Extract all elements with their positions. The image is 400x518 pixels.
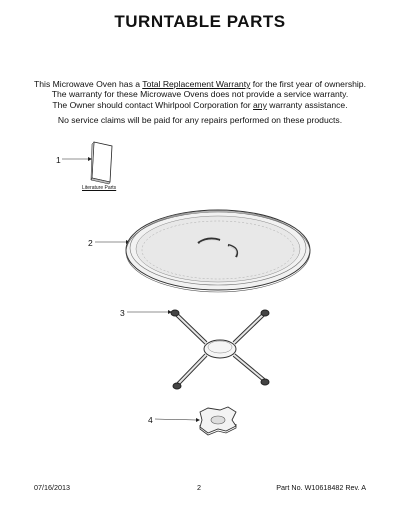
total-replacement-warranty-text: Total Replacement Warranty bbox=[142, 79, 251, 89]
coupler-icon bbox=[200, 407, 236, 435]
callout-4: 4 bbox=[148, 415, 153, 425]
leader-lines bbox=[62, 159, 196, 420]
footer-page-number: 2 bbox=[197, 483, 201, 492]
leader-arrows bbox=[88, 157, 200, 422]
literature-parts-label: Literature Parts bbox=[82, 185, 117, 191]
warranty-line-1-prefix: This Microwave Oven has a bbox=[34, 79, 143, 89]
callout-2: 2 bbox=[88, 238, 93, 248]
no-service-notice: No service claims will be paid for any repairs performed on these products. bbox=[57, 115, 343, 125]
literature-booklet-icon bbox=[91, 142, 112, 184]
turntable-tray-icon bbox=[126, 210, 310, 292]
callout-3: 3 bbox=[120, 308, 125, 318]
warranty-line-3-suffix: warranty assistance. bbox=[266, 99, 348, 110]
footer-part-number: Part No. W10618482 Rev. A bbox=[276, 483, 366, 492]
roller-support-icon bbox=[171, 310, 269, 389]
warranty-line-1-suffix: for the first year of ownership. bbox=[250, 79, 366, 89]
footer-date: 07/16/2013 bbox=[34, 483, 70, 492]
leader-line-4 bbox=[155, 419, 196, 420]
any-warranty-text: any bbox=[253, 99, 267, 110]
warranty-line-2: The warranty for these Microwave Ovens does not provide a service warranty. bbox=[51, 89, 349, 100]
arrow-4 bbox=[196, 418, 200, 422]
callout-1: 1 bbox=[56, 155, 61, 165]
warranty-line-3-prefix: The Owner should contact Whirlpool Corporation for bbox=[52, 99, 254, 110]
page-title: TURNTABLE PARTS bbox=[114, 12, 286, 31]
